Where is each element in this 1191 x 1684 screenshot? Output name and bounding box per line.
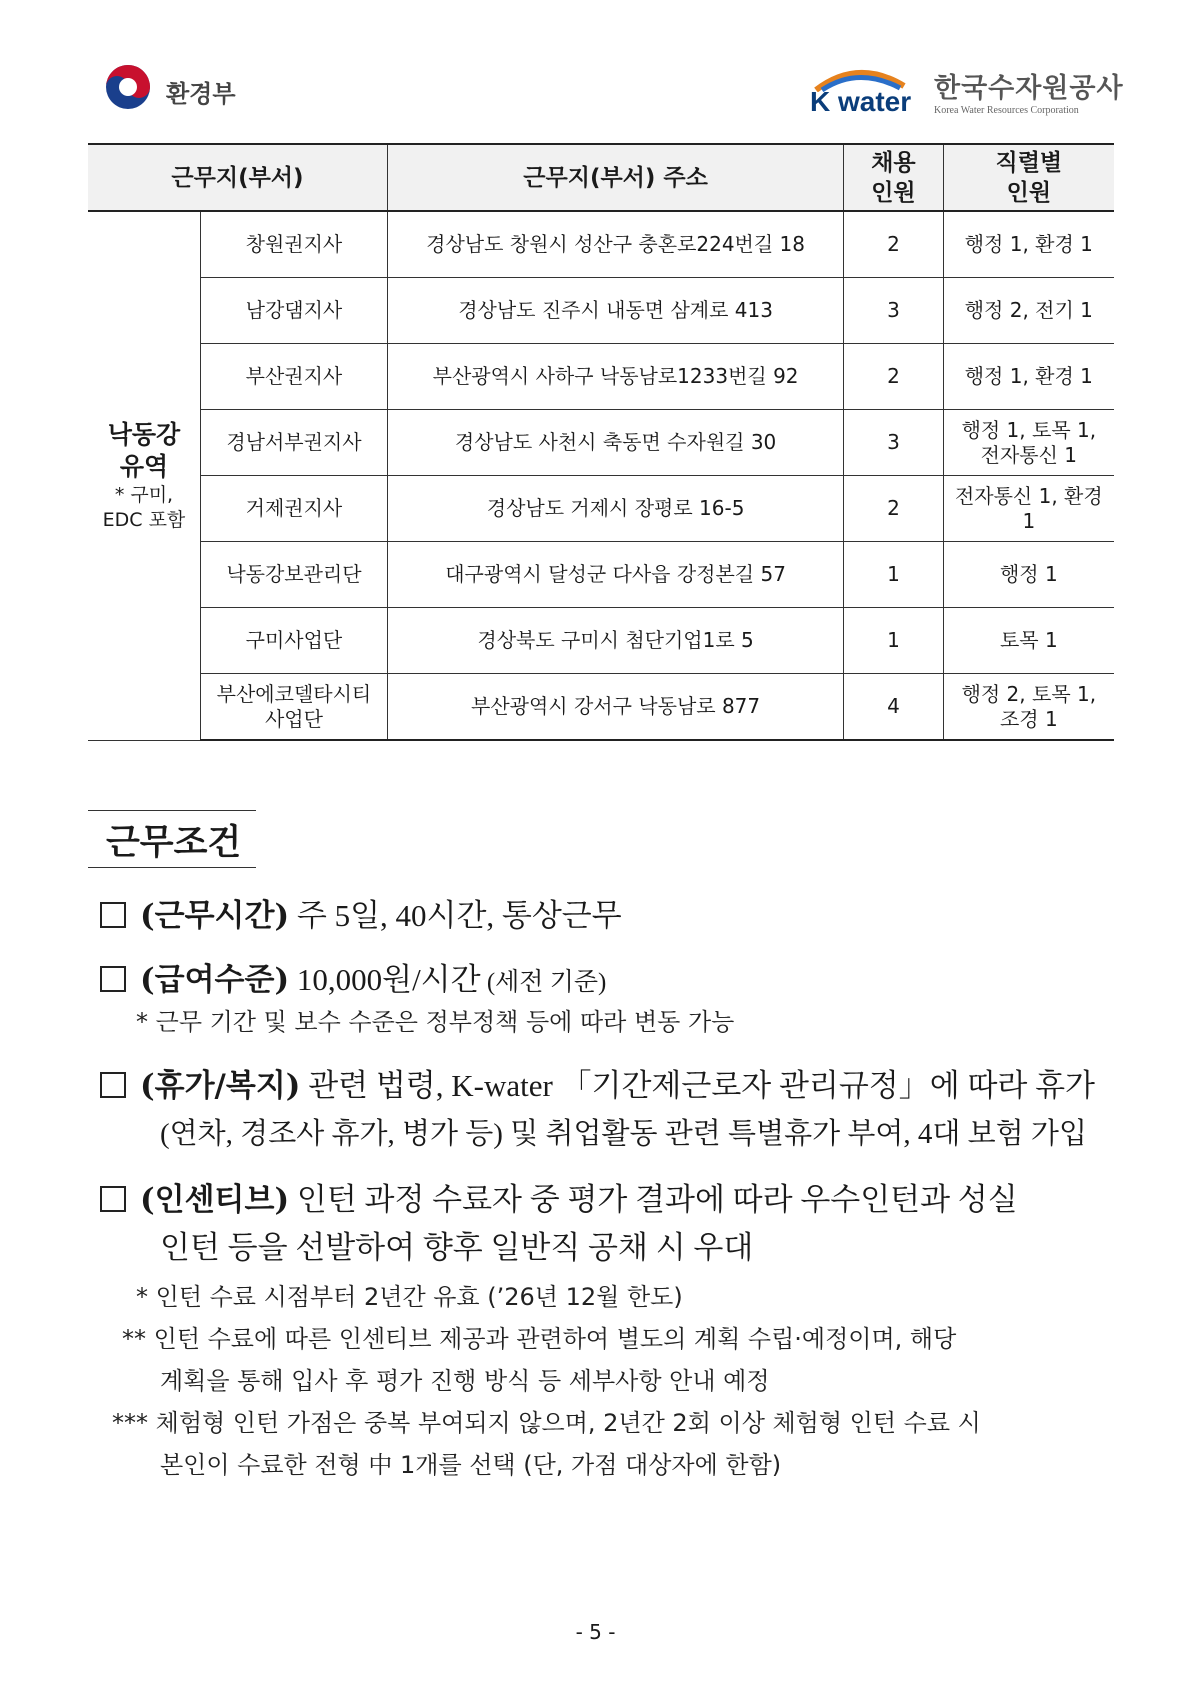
table-row — [88, 410, 1114, 476]
pay-label: (급여수준) — [140, 962, 290, 998]
header-recruit: 채용 인원 — [844, 144, 943, 211]
dept-cell: 경남서부권지사 — [200, 410, 387, 476]
pay-text: 10,000원/시간 — [289, 962, 481, 997]
address-cell: 경상북도 구미시 첨단기업1로 5 — [387, 608, 843, 674]
checkbox-icon — [100, 1186, 126, 1212]
dept-cell: 창원권지사 — [200, 211, 387, 278]
incentive-note-1: * 인턴 수료 시점부터 2년간 유효 (’26년 12월 한도) — [136, 1283, 683, 1311]
taegeuk-emblem-icon — [103, 62, 153, 112]
incentive-text-cont: 인턴 등을 선발하여 향후 일반직 공채 시 우대 — [160, 1230, 754, 1265]
types-cell: 행정 2, 전기 1 — [943, 278, 1114, 344]
table-row — [88, 608, 1114, 674]
incentive-text: 인턴 과정 수료자 중 평가 결과에 따라 우수인턴과 성실 — [289, 1182, 1018, 1217]
checkbox-icon — [100, 966, 126, 992]
table-row — [88, 674, 1114, 741]
incentive-note-3b: 본인이 수료한 전형 中 1개를 선택 (단, 가점 대상자에 한함) — [160, 1451, 782, 1479]
dept-cell: 부산권지사 — [200, 344, 387, 410]
address-cell: 경상남도 진주시 내동면 삼계로 413 — [387, 278, 843, 344]
types-cell: 토목 1 — [943, 608, 1114, 674]
types-cell: 행정 1, 환경 1 — [943, 344, 1114, 410]
pay-item — [100, 956, 606, 1007]
count-cell: 2 — [844, 211, 943, 278]
table-row — [88, 476, 1114, 542]
table-row — [88, 344, 1114, 410]
leave-text-cont: (연차, 경조사 휴가, 병가 등) 및 취업활동 관련 특별휴가 부여, 4대 보험 가입 — [160, 1118, 1087, 1150]
incentive-item — [100, 1176, 1018, 1224]
leave-item — [100, 1062, 1095, 1110]
count-cell: 1 — [844, 542, 943, 608]
types-cell: 행정 1, 환경 1 — [943, 211, 1114, 278]
count-cell: 2 — [844, 344, 943, 410]
kwater-logo-text: K water — [810, 86, 912, 117]
dept-cell: 부산에코델타시티 사업단 — [200, 674, 387, 741]
types-cell: 행정 1 — [943, 542, 1114, 608]
count-cell: 3 — [844, 278, 943, 344]
address-cell: 경상남도 창원시 성산구 충혼로224번길 18 — [387, 211, 843, 278]
table-header-row — [88, 144, 1114, 211]
work-hours-item — [100, 892, 622, 940]
section-title: 근무조건 — [106, 823, 242, 863]
pay-note: (세전 기준) — [480, 969, 607, 996]
count-cell: 3 — [844, 410, 943, 476]
checkbox-icon — [100, 1072, 126, 1098]
header-address: 근무지(부서) 주소 — [387, 144, 843, 211]
work-hours-text: 주 5일, 40시간, 통상근무 — [289, 898, 622, 933]
count-cell: 2 — [844, 476, 943, 542]
incentive-note-2b: 계획을 통해 입사 후 평가 진행 방식 등 세부사항 안내 예정 — [160, 1367, 770, 1395]
ministry-logo — [88, 52, 248, 122]
region-cell: 낙동강 유역 * 구미, EDC 포함 — [88, 211, 200, 740]
dept-cell: 남강댐지사 — [200, 278, 387, 344]
incentive-note-3: *** 체험형 인턴 가점은 중복 부여되지 않으며, 2년간 2회 이상 체험형 인턴 수료 시 — [112, 1409, 981, 1437]
table-row — [88, 542, 1114, 608]
dept-cell: 구미사업단 — [200, 608, 387, 674]
kwater-korean-name: 한국수자원공사 — [934, 73, 1124, 104]
types-cell: 행정 1, 토목 1, 전자통신 1 — [943, 410, 1114, 476]
work-hours-label: (근무시간) — [140, 898, 290, 934]
ministry-name: 환경부 — [166, 80, 236, 108]
count-cell: 1 — [844, 608, 943, 674]
pay-subnote: * 근무 기간 및 보수 수준은 정부정책 등에 따라 변동 가능 — [136, 1008, 735, 1036]
header-by-type: 직렬별 인원 — [943, 144, 1114, 211]
leave-text: 관련 법령, K-water 「기간제근로자 관리규정」에 따라 휴가 — [300, 1068, 1095, 1103]
types-cell: 행정 2, 토목 1, 조경 1 — [943, 674, 1114, 741]
kwater-english-name: Korea Water Resources Corporation — [934, 105, 1079, 116]
leave-label: (휴가/복지) — [140, 1068, 301, 1104]
count-cell: 4 — [844, 674, 943, 741]
address-cell: 경상남도 거제시 장평로 16-5 — [387, 476, 843, 542]
page-number: - 5 - — [575, 1620, 616, 1644]
table-row — [88, 211, 1114, 278]
checkbox-icon — [100, 902, 126, 928]
address-cell: 부산광역시 사하구 낙동남로1233번길 92 — [387, 344, 843, 410]
address-cell: 경상남도 사천시 축동면 수자원길 30 — [387, 410, 843, 476]
incentive-label: (인센티브) — [140, 1182, 290, 1218]
incentive-note-2: ** 인턴 수료에 따른 인센티브 제공과 관련하여 별도의 계획 수립·예정이며, 해당 — [122, 1325, 957, 1353]
dept-cell: 거제권지사 — [200, 476, 387, 542]
dept-cell: 낙동강보관리단 — [200, 542, 387, 608]
address-cell: 부산광역시 강서구 낙동남로 877 — [387, 674, 843, 741]
address-cell: 대구광역시 달성군 다사읍 강정본길 57 — [387, 542, 843, 608]
section-heading — [88, 810, 256, 868]
header-dept: 근무지(부서) — [88, 144, 387, 211]
types-cell: 전자통신 1, 환경 1 — [943, 476, 1114, 542]
kwater-logo — [808, 52, 1128, 132]
worksite-table — [88, 143, 1114, 741]
table-row — [88, 278, 1114, 344]
